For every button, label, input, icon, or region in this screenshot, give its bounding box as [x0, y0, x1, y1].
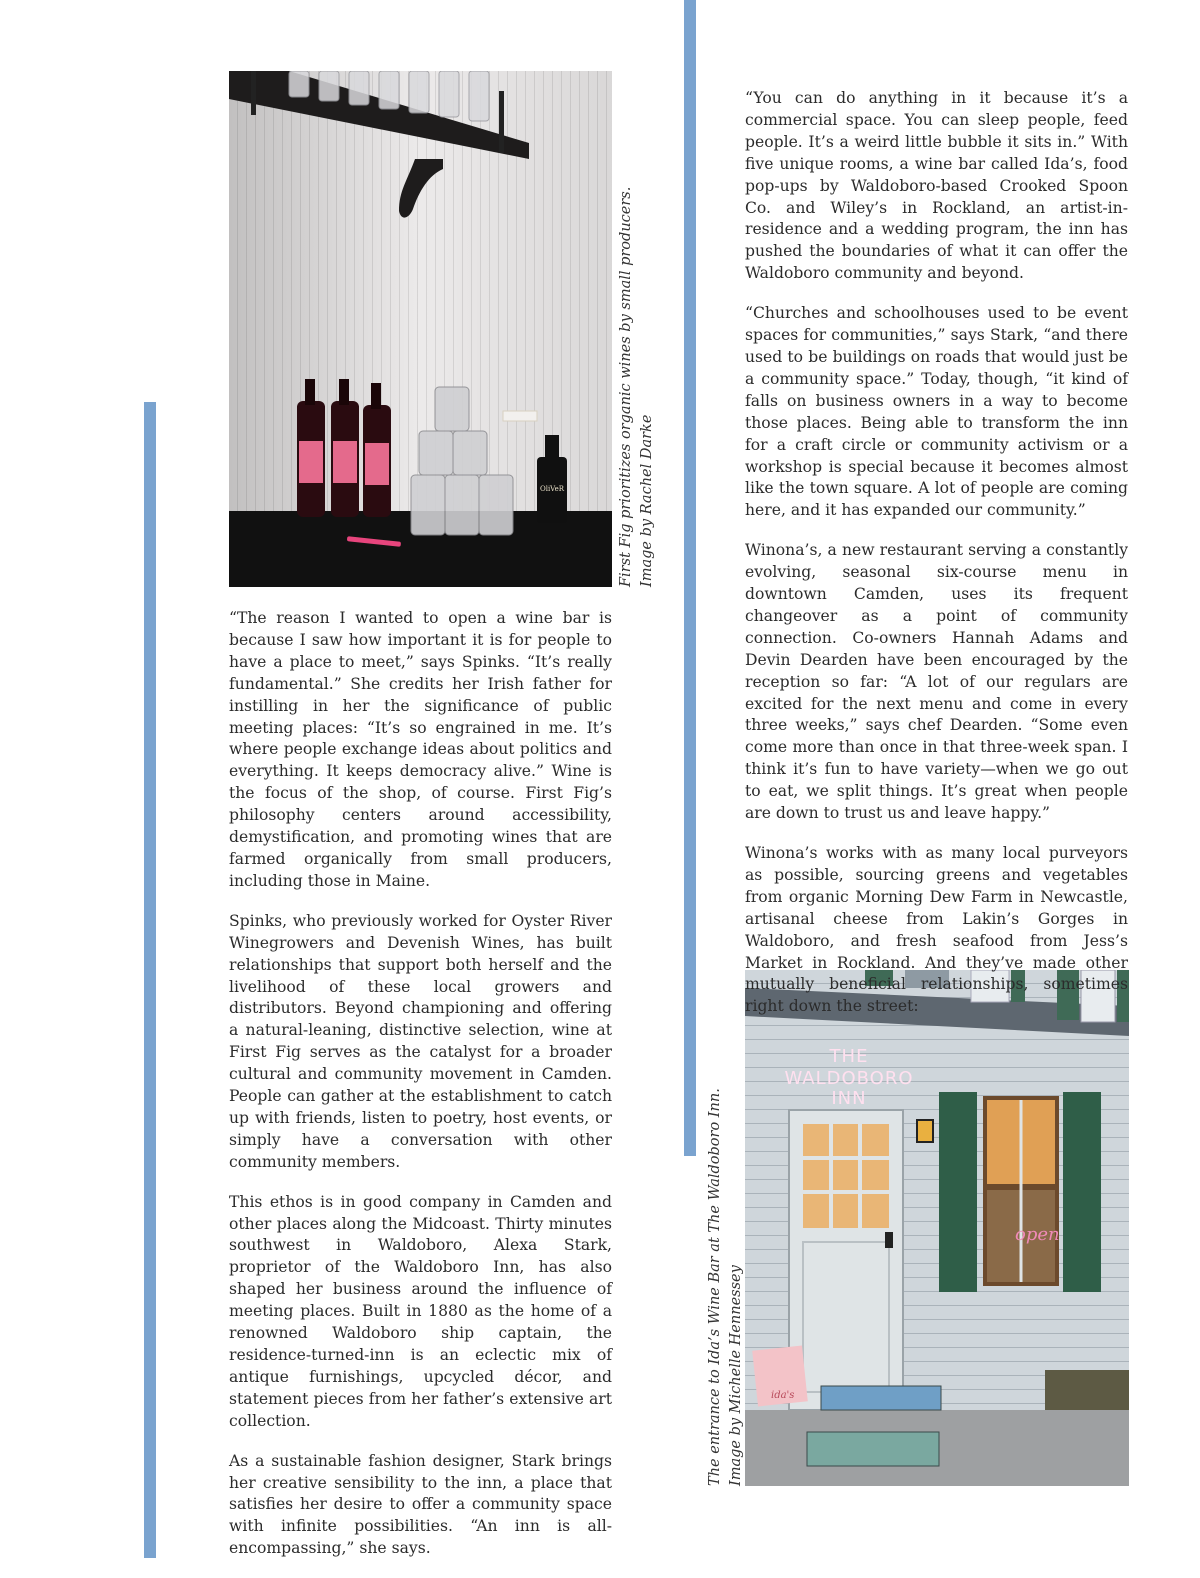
- ida-board-text: ida's: [771, 1390, 795, 1401]
- left-article-column: [229, 608, 612, 1578]
- wine-caption-credit: Image by Rachel Darke: [639, 414, 655, 587]
- paragraph: This ethos is in good company in Camden and other places along the Midcoast. Thirty minutes southwest in Waldoboro, Alexa Stark, proprietor of the Waldoboro Inn, has also shaped her business around the influence of meeting places. Built in 1880 as the home of a renowned Waldoboro ship captain, the residence-turned-inn is an eclectic mix of antique furnishings, upcycled décor, and statement pieces from her father’s extensive art collection.: [229, 1192, 612, 1430]
- decorative-blue-bar-left: [144, 402, 156, 1558]
- wine-caption-text: First Fig prioritizes organic wines by small producers.: [618, 186, 634, 587]
- neon-sign-line3: INN: [831, 1088, 867, 1109]
- oil-bottle-label: OliVeR: [539, 485, 565, 493]
- paragraph: “You can do anything in it because it’s a commercial space. You can sleep people, feed people. It’s a weird little bubble it sits in.” With five unique rooms, a wine bar called Ida’s, food pop-ups by Waldoboro-based Crooked Spoon Co. and Wiley’s in Rockland, an artist-in-residence and a wedding program, the inn has pushed the boundaries of what it can offer the Waldoboro community and beyond.: [745, 89, 1128, 283]
- neon-open-sign: open: [1015, 1224, 1060, 1245]
- inn-photo-caption: [705, 1088, 747, 1486]
- waldoboro-inn-photo: [745, 970, 1129, 1486]
- wine-bar-photo: [229, 71, 612, 587]
- inn-caption-text: The entrance to Ida’s Wine Bar at The Waldoboro Inn.: [707, 1088, 723, 1486]
- paragraph: Winona’s, a new restaurant serving a constantly evolving, seasonal six-course menu in downtown Camden, uses its frequent changeover as a point of community connection. Co-owners Hannah Adams and Devin Dearden have been encouraged by the reception so far: “A lot of our regulars are excited for the next menu and come in every three weeks,” says chef Dearden. “Some even come more than once in that three-week span. I think it’s fun to have variety—when we go out to eat, we split things. It’s great when people are down to trust us and leave happy.”: [745, 541, 1128, 823]
- wine-photo-caption: [616, 187, 658, 587]
- paragraph: “Churches and schoolhouses used to be event spaces for communities,” says Stark, “and there used to be buildings on roads that would just be a community space.” Today, though, “it kind of falls on business owners in a way to become those places. Being able to transform the inn for a craft circle or community activism or a workshop is special because it becomes almost like the town square. A lot of people are coming here, and it has expanded our community.”: [745, 304, 1128, 520]
- paragraph: “The reason I wanted to open a wine bar is because I saw how important it is for people to have a place to meet,” says Spinks. “It’s really fundamental.” She credits her Irish father for instilling in her the significance of public meeting places: “It’s so engrained in me. It’s where people exchange ideas about politics and everything. It keeps democracy alive.” Wine is the focus of the shop, of course. First Fig’s philosophy centers around accessibility, demystification, and promoting wines that are farmed organically from small producers, including those in Maine.: [229, 609, 612, 890]
- paragraph: Spinks, who previously worked for Oyster River Winegrowers and Devenish Wines, has built relationships that support both herself and the livelihood of these local growers and distributors. Beyond championing and offering a natural-leaning, distinctive selection, wine at First Fig serves as the catalyst for a broader cultural and community movement in Camden. People can gather at the establishment to catch up with friends, listen to poetry, host events, or simply have a conversation with other community members.: [229, 911, 612, 1171]
- paragraph: As a sustainable fashion designer, Stark brings her creative sensibility to the inn, a place that satisfies her desire to offer a community space with infinite possibilities. “An inn is all-encompassing,” she says.: [229, 1451, 612, 1558]
- inn-caption-credit: Image by Michelle Hennessey: [728, 1265, 744, 1486]
- paragraph: Winona’s works with as many local purveyors as possible, sourcing greens and vegetables from organic Morning Dew Farm in Newcastle, artisanal cheese from Lakin’s Gorges in Waldoboro, and fresh seafood from Jess’s Market in Rockland. And they’ve made other mutually beneficial relationships, sometimes right down the street:: [745, 844, 1128, 1016]
- decorative-blue-bar-right: [684, 0, 696, 1156]
- neon-sign-line1: THE: [829, 1046, 869, 1067]
- neon-sign-line2: WALDOBORO: [784, 1068, 914, 1089]
- right-article-column: [745, 88, 1128, 1036]
